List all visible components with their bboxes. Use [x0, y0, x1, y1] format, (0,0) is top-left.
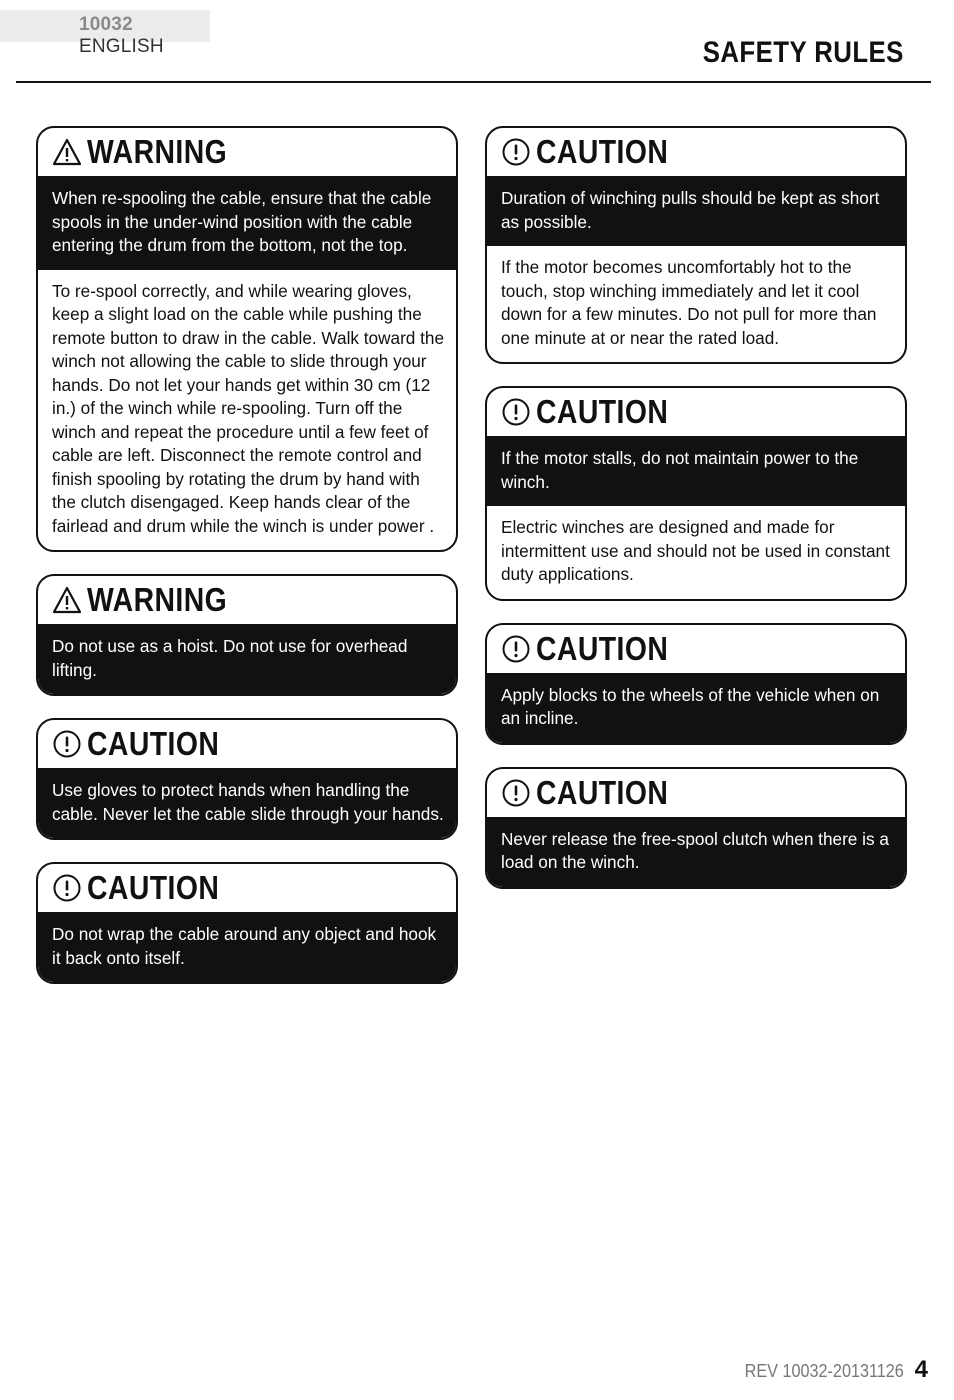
- caution-title: CAUTION: [536, 133, 669, 170]
- warning-dark-text: Do not use as a hoist. Do not use for overhead lifting.: [38, 624, 456, 694]
- page-number: 4: [914, 1356, 928, 1383]
- warning-box: [36, 574, 458, 696]
- right-column: [485, 126, 907, 911]
- caution-header: [487, 625, 905, 673]
- caution-circle-icon: [52, 873, 82, 903]
- warning-triangle-icon: [52, 585, 82, 615]
- document-language: ENGLISH: [79, 36, 164, 57]
- caution-box: [485, 126, 907, 364]
- caution-circle-icon: [501, 778, 531, 808]
- caution-box: [485, 767, 907, 889]
- header-divider: [16, 81, 931, 83]
- document-number: 10032: [79, 14, 133, 35]
- revision-code: REV 10032-20131126: [744, 1361, 904, 1381]
- warning-dark-text: When re-spooling the cable, ensure that the cable spools in the under-wind position with the cable entering the drum from the bottom, not the top.: [38, 176, 456, 270]
- caution-header: [487, 769, 905, 817]
- caution-box: [36, 862, 458, 984]
- caution-dark-text: Never release the free-spool clutch when there is a load on the winch.: [487, 817, 905, 887]
- caution-title: CAUTION: [87, 725, 220, 762]
- warning-header: [38, 576, 456, 624]
- warning-triangle-icon: [52, 137, 82, 167]
- caution-header: [38, 720, 456, 768]
- caution-circle-icon: [52, 729, 82, 759]
- caution-dark-text: Duration of winching pulls should be kept as short as possible.: [487, 176, 905, 246]
- caution-title: CAUTION: [536, 629, 669, 667]
- caution-light-text: If the motor becomes uncomfortably hot to the touch, stop winching immediately and let it cool down for a few minutes. Do not pull for more than one minute at or near the rated load.: [501, 257, 877, 348]
- page-title: SAFETY RULES: [702, 36, 904, 69]
- warning-title: WARNING: [87, 133, 228, 170]
- warning-box: [36, 126, 458, 552]
- caution-title: CAUTION: [536, 773, 669, 811]
- caution-dark-text: Use gloves to protect hands when handling the cable. Never let the cable slide through your hands.: [38, 768, 456, 838]
- caution-dark-text: Do not wrap the cable around any object and hook it back onto itself.: [38, 912, 456, 982]
- caution-light-text: Electric winches are designed and made for intermittent use and should not be used in constant duty applications.: [501, 517, 890, 584]
- caution-header: [487, 128, 905, 176]
- caution-dark-text: Apply blocks to the wheels of the vehicle when on an incline.: [487, 673, 905, 743]
- caution-dark-text: If the motor stalls, do not maintain power to the winch.: [487, 436, 905, 506]
- caution-box: [485, 623, 907, 745]
- caution-box: [36, 718, 458, 840]
- document-language-tag: [0, 10, 210, 57]
- caution-header: [38, 864, 456, 912]
- warning-light-text: To re-spool correctly, and while wearing gloves, keep a slight load on the cable while pushing the remote button to draw in the cable. Walk toward the winch not allowing the cable to slide through your hands. Do not let your hands get within 30 cm (12 in.) of the winch while re-spooling. Turn off the winch and repeat the procedure until a few feet of cable are left. Disconnect the remote control and finish spooling by rotating the drum by hand with the clutch disengaged. Keep hands clear of the fairlead and drum while the winch is under power .: [52, 280, 445, 536]
- warning-title: WARNING: [87, 581, 228, 618]
- caution-circle-icon: [501, 397, 531, 427]
- caution-circle-icon: [501, 634, 531, 664]
- caution-header: [487, 388, 905, 436]
- caution-circle-icon: [501, 137, 531, 167]
- caution-title: CAUTION: [87, 869, 220, 906]
- left-column: [36, 126, 458, 1006]
- caution-box: [485, 386, 907, 601]
- caution-title: CAUTION: [536, 393, 669, 430]
- warning-header: [38, 128, 456, 176]
